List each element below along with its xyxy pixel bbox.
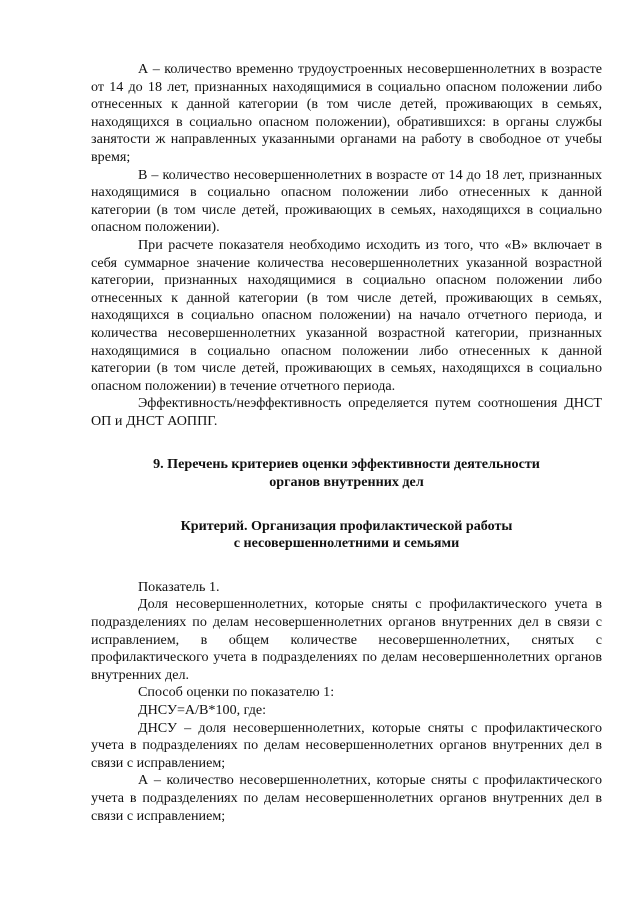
criterion-heading <box>91 518 602 553</box>
formula: ДНСУ=А/В*100, где: <box>138 702 267 718</box>
indicator-description: Доля несовершеннолетних, которые сняты с профилактического учета в подразделениях по делам несовершеннолетних органов внутренних дел в связи с исправлением, в общем количестве несовершеннолетних, снятых с профилактического учета в подразделениях по делам несовершеннолетних органов внутренних дел. <box>91 596 602 683</box>
section-heading-line1: 9. Перечень критериев оценки эффективности деятельности <box>153 456 540 473</box>
section-heading <box>91 456 602 491</box>
paragraph-b-definition: В – количество несовершеннолетних в возрасте от 14 до 18 лет, признанных находящимися в социально опасном положении либо отнесенных к данной категории (в том числе детей, проживающих в семьях, находящихся в социально опасном положении). <box>91 166 602 236</box>
paragraph-effectiveness: Эффективность/неэффективность определяется путем соотношения ДНСТ ОП и ДНСТ АОППГ. <box>91 395 602 429</box>
criterion-heading-line2: с несовершеннолетними и семьями <box>233 535 460 552</box>
spacer <box>91 430 602 456</box>
indicator-title: Показатель 1. <box>138 578 220 595</box>
section-heading-line2: органов внутренних дел <box>269 474 424 491</box>
spacer <box>91 553 602 579</box>
formula-dnsu-definition: ДНСУ – доля несовершеннолетних, которые сняты с профилактического учета в подразделениях по делам несовершеннолетних органов внутренних дел в связи с исправлением; <box>91 719 602 771</box>
paragraph-a-definition: А – количество временно трудоустроенных несовершеннолетних в возрасте от 14 до 18 лет, признанных находящимися в социально опасном положении либо отнесенных к данной категории (в том числе детей, проживающих в семьях, находящихся в социально опасном положении), обратившихся: в органы службы занятости ж направленных указанными органами на работу в свободное от учебы время; <box>91 61 602 165</box>
spacer <box>91 492 602 518</box>
paragraph-calculation-note: При расчете показателя необходимо исходить из того, что «В» включает в себя суммарное значение количества несовершеннолетних указанной возрастной категории, признанных находящимися в социально опасном положении либо отнесенных к данной категории (в том числе детей, проживающих в семьях, находящихся в социально опасном положении) на начало отчетного периода, и количества несовершеннолетних указанной возрастной категории, признанных находящимися в социально опасном положении либо отнесенных к данной категории (в том числе детей, проживающих в семьях, находящихся в социально опасном положении) в течение отчетного периода. <box>91 236 602 394</box>
evaluation-method: Способ оценки по показателю 1: <box>138 684 335 701</box>
criterion-heading-line1: Критерий. Организация профилактической работы <box>180 517 513 534</box>
formula-a-definition: А – количество несовершеннолетних, которые сняты с профилактического учета в подразделениях по делам несовершеннолетних органов внутренних дел в связи с исправлением; <box>91 772 602 824</box>
